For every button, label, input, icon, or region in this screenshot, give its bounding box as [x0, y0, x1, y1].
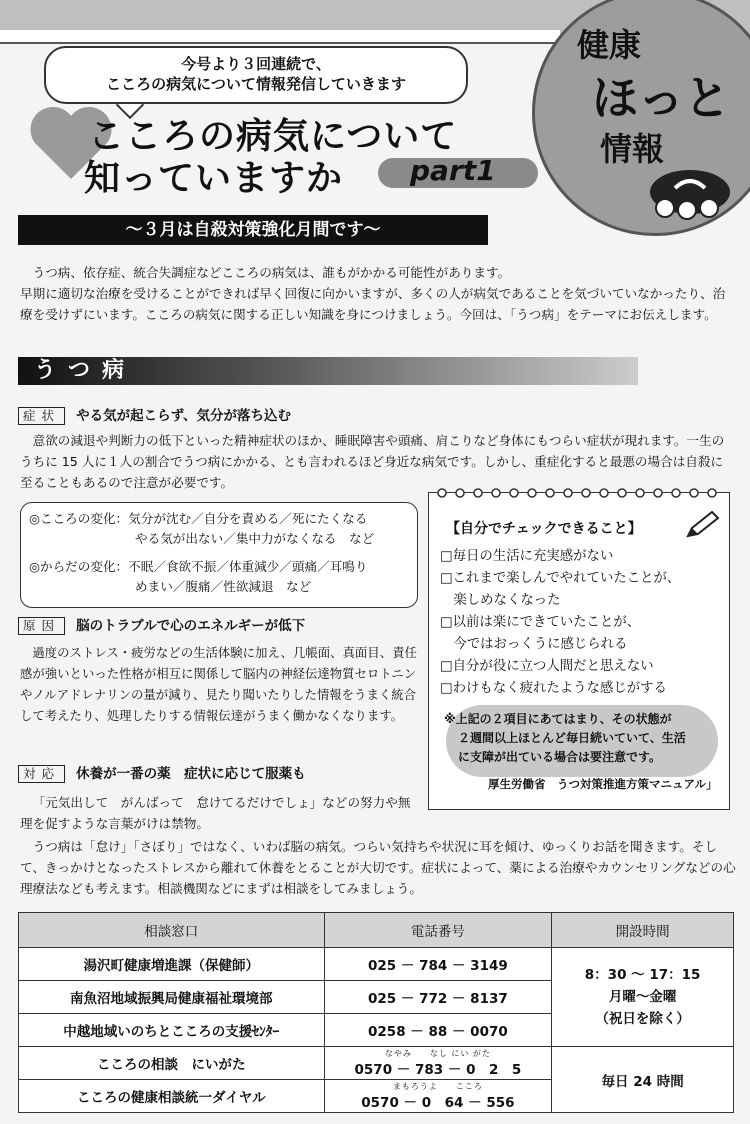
- contact-phone: 0570 － 0 64 － 556: [361, 1094, 515, 1111]
- contact-phone-cell: [324, 1080, 552, 1113]
- bubble-line-1: 今号より３回連続で、: [181, 55, 331, 73]
- table-header-row: [19, 913, 734, 948]
- contact-name: こころの相談 にいがた: [19, 1047, 325, 1080]
- speech-bubble: [44, 46, 468, 104]
- cause-heading: [18, 614, 305, 635]
- treatment-text: 「元気出して がんばって 怠けてるだけでしょ」などの努力や無理を促すような言葉がけは禁物。: [20, 795, 411, 831]
- checklist-item: □わけもなく疲れたような感じがする: [440, 681, 667, 696]
- note-line-3: に支障が出ている場合は要注意です。: [458, 750, 662, 764]
- bubble-line-2: こころの病気について情報発信していきます: [106, 75, 406, 93]
- section-title: うつ病: [34, 358, 137, 383]
- mascot-logo-icon: [645, 160, 735, 220]
- corner-badge-line-2: ほっと: [592, 71, 730, 125]
- symptoms-box: [20, 502, 418, 608]
- phone-ruby: なやみ なし にい がた: [384, 1048, 491, 1058]
- checklist-items: [440, 546, 680, 700]
- contact-phone: 025 － 784 － 3149: [324, 948, 552, 981]
- contact-name: こころの健康相談統一ダイヤル: [19, 1080, 325, 1113]
- contact-table: [18, 912, 734, 1113]
- corner-badge-line-1: 健康: [577, 26, 642, 64]
- office-hours-cell: [552, 948, 734, 1047]
- contact-phone: 0258 － 88 － 0070: [324, 1014, 552, 1047]
- table-row: [19, 948, 734, 981]
- checklist-item: □自分が役に立つ人間だと思えない: [440, 659, 654, 674]
- symptoms-text: 意欲の減退や判断力の低下といった精神症状のほか、睡眠障害や頭痛、肩こりなど身体にもつらい症状が現れます。一生のうちに 15 人に１人の割合でうつ病にかかる、とも言われるほど身近な病気です。しかし、重症化すると最悪の場合は自殺に至ることもあるので注意が必要です。: [20, 433, 725, 490]
- treatment-tag: 対応: [18, 765, 65, 783]
- checklist-item: 楽しめなくなった: [440, 593, 561, 608]
- note-line-1: ※上記の２項目にあてはまり、その状態が: [444, 712, 672, 726]
- hours-line-1: 8：30 ～ 17：15: [584, 967, 701, 983]
- closing-text: うつ病は「怠け」「さぼり」ではなく、いわば脳の病気。つらい気持ちや状況に耳を傾け、ゆっくりお話を聞きます。そして、きっかけとなったストレスから離れて休養をとることが大切です。症状によって、薬による治療やカウンセリングなどの心理療法なども考えます。相談機関などにまずは相談をしてみましょう。: [20, 839, 736, 896]
- pencil-icon: [684, 510, 720, 540]
- hours-line-2: 月曜～金曜: [608, 989, 677, 1005]
- symptoms-headline: やる気が起こらず、気分が落ち込む: [76, 408, 292, 424]
- body-line-1: 不眠／食欲不振／体重減少／頭痛／耳鳴り: [128, 559, 368, 574]
- checklist-source: 厚生労働省 うつ対策推進方策マニュアル」: [488, 777, 718, 791]
- table-header-hours: 開設時間: [552, 913, 734, 948]
- binder-rings-icon: [436, 486, 722, 500]
- checklist-item: □これまで楽しんでやれていたことが、: [440, 571, 681, 586]
- symptoms-tag: 症状: [18, 407, 65, 425]
- note-line-2: ２週間以上ほとんど毎日続いていて、生活: [458, 731, 686, 745]
- mind-label: ◎こころの変化：: [29, 511, 129, 526]
- hours-24-cell: 毎日 24 時間: [552, 1047, 734, 1113]
- checklist-item: 今ではおっくうに感じられる: [440, 637, 628, 652]
- banner: ～３月は自殺対策強化月間です～: [18, 215, 488, 245]
- checklist-item: □以前は楽にできていたことが、: [440, 615, 641, 630]
- mind-line-1: 気分が沈む／自分を責める／死にたくなる: [128, 511, 368, 526]
- intro-text: [20, 262, 735, 325]
- checklist-item: □毎日の生活に充実感がない: [440, 549, 614, 564]
- part-label: part1: [410, 154, 496, 187]
- contact-name: 湯沢町健康増進課（保健師）: [19, 948, 325, 981]
- corner-badge-line-3: 情報: [600, 130, 665, 168]
- page-title-line-1: こころの病気について: [88, 116, 458, 157]
- symptoms-heading: [18, 404, 291, 425]
- table-header-phone: 電話番号: [324, 913, 552, 948]
- top-decor-line: [0, 30, 560, 44]
- intro-para-2: 早期に適切な治療を受けることができれば早く回復に向かいますが、多くの人が病気であることを気づいていなかったり、治療を受けずにいます。こころの病気に関する正しい知識を身につけましょう。今回は、「うつ病」をテーマにお伝えします。: [20, 286, 726, 322]
- cause-headline: 脳のトラブルで心のエネルギーが低下: [76, 618, 306, 634]
- cause-tag: 原因: [18, 617, 65, 635]
- body-line-2: めまい／腹痛／性欲減退 など: [135, 579, 312, 594]
- table-header-contact: 相談窓口: [19, 913, 325, 948]
- treatment-heading: [18, 762, 306, 783]
- cause-text: 過度のストレス・疲労などの生活体験に加え、几帳面、真面目、責任感が強いといった性格が相互に関係して脳内の神経伝達物質セロトニンやノルアドレナリンの量が減り、見たり聞いたりした情報をうまく統合して考えたり、処理したりする情報伝達がうまく働かなくなります。: [20, 645, 417, 723]
- contact-name: 中越地域いのちとこころの支援ｾﾝﾀｰ: [19, 1014, 325, 1047]
- checklist-note: [444, 710, 686, 767]
- contact-phone: 0570 － 783 － 0 2 5: [354, 1061, 522, 1078]
- phone-ruby: まもろうよ こころ: [392, 1081, 483, 1091]
- contact-phone-cell: [324, 1047, 552, 1080]
- mind-line-2: やる気が出ない／集中力がなくなる など: [135, 531, 375, 546]
- checklist-title: 【自分でチェックできること】: [446, 521, 642, 537]
- treatment-headline: 休養が一番の薬 症状に応じて服薬も: [76, 766, 306, 782]
- body-label: ◎からだの変化：: [29, 559, 129, 574]
- hours-line-3: （祝日を除く）: [595, 1011, 690, 1027]
- table-row: [19, 1047, 734, 1080]
- contact-phone: 025 － 772 － 8137: [324, 981, 552, 1014]
- contact-name: 南魚沼地域振興局健康福祉環境部: [19, 981, 325, 1014]
- intro-para-1: うつ病、依存症、統合失調症などこころの病気は、誰もがかかる可能性があります。: [32, 265, 511, 280]
- page-title-line-2: 知っていますか: [84, 158, 344, 199]
